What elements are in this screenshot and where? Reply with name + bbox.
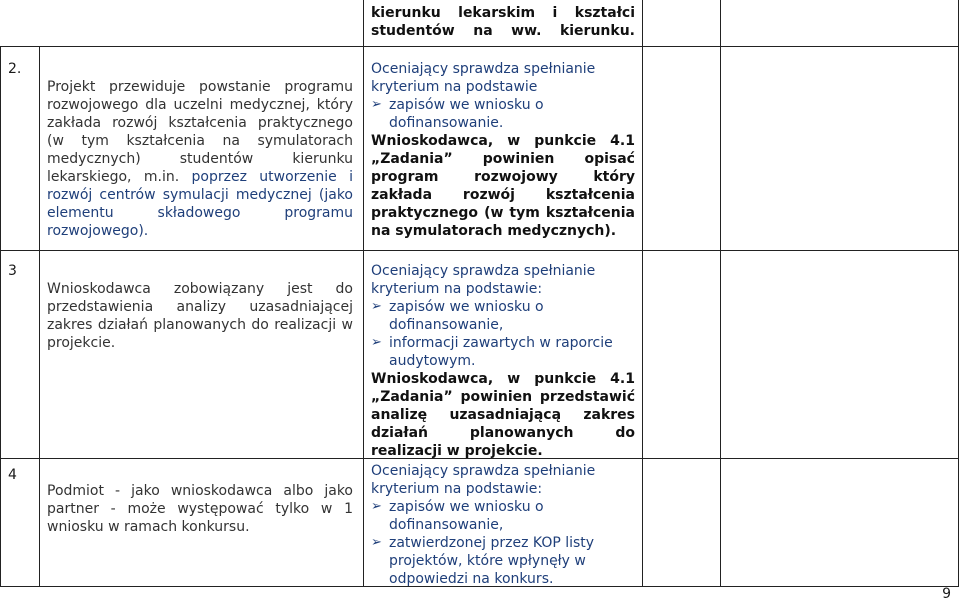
row-number: 4: [8, 467, 17, 483]
row-number: 3: [8, 263, 17, 279]
criteria-bullet: ➢ informacji zawartych w raporcie audytowym.: [371, 335, 613, 369]
arrow-bullet-icon: ➢: [371, 535, 382, 550]
arrow-bullet-icon: ➢: [371, 499, 382, 514]
row-description: Wnioskodawca zobowiązany jest do przedstawienia analizy uzasadniającej zakres działań planowanych do realizacji w projekcie.: [47, 281, 353, 351]
arrow-bullet-icon: ➢: [371, 335, 382, 350]
column-divider: [0, 46, 1, 586]
row-description: Podmiot - jako wnioskodawca albo jako partner - może występować tylko w 1 wniosku w ramach konkursu.: [47, 483, 353, 535]
row-criteria: Oceniający sprawdza spełnianie kryterium na podstawie: ➢ zapisów we wniosku o dofinansowanie, ➢ zatwierdzonej przez KOP listy projektów, które wpłynęły w odpowiedzi na konkurs.: [371, 462, 635, 588]
column-divider: [39, 46, 40, 586]
criteria-bullet: ➢ zapisów we wniosku o dofinansowanie,: [371, 499, 544, 533]
column-divider: [363, 0, 364, 586]
row-number: 2.: [8, 61, 22, 77]
criteria-bullet: ➢ zapisów we wniosku o dofinansowanie.: [371, 97, 544, 131]
row-criteria: Oceniający sprawdza spełnianie kryterium na podstawie: ➢ zapisów we wniosku o dofinansowanie, ➢ informacji zawartych w raporcie audytowym. Wnioskodawca, w punkcie 4.1 „Zadania” powinien przedstawić analizę uzasadniającą zakres działań planowanych do realizacji w projekcie.: [371, 263, 635, 459]
criteria-bullet: ➢ zatwierdzonej przez KOP listy projektów, które wpłynęły w odpowiedzi na konkurs.: [371, 535, 595, 587]
row-divider: [0, 250, 959, 251]
row-criteria: Oceniający sprawdza spełnianie kryterium na podstawie ➢ zapisów we wniosku o dofinansowanie. Wnioskodawca, w punkcie 4.1 „Zadania” powinien opisać program rozwojowy który zakłada rozwój kształcenia praktycznego (w tym kształcenia na symulatorach medycznych).: [371, 61, 635, 239]
criteria-continuation: kierunku lekarskim i kształci studentów na ww. kierunku.: [371, 5, 635, 39]
row-divider: [0, 46, 959, 47]
row-description: Projekt przewiduje powstanie programu rozwojowego dla uczelni medycznej, który zakłada rozwój kształcenia praktycznego (w tym kształcenia na symulatorach medycznych) studentów kierunku lekarskiego, m.in. poprzez utworzenie i rozwój centrów symulacji medycznej (jako elementu składowego programu rozwojowego).: [47, 79, 353, 239]
arrow-bullet-icon: ➢: [371, 97, 382, 112]
criteria-bullet: ➢ zapisów we wniosku o dofinansowanie,: [371, 299, 544, 333]
column-divider: [642, 0, 643, 586]
page-number: 9: [942, 586, 951, 602]
column-divider: [720, 0, 721, 586]
arrow-bullet-icon: ➢: [371, 299, 382, 314]
